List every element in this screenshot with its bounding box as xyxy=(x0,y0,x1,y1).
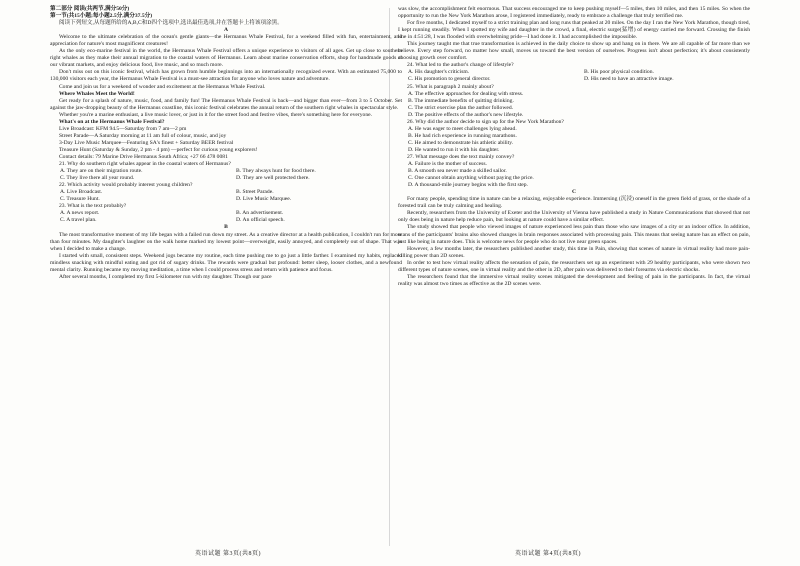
passage-a-paragraph: Whether you're a marine enthusiast, a live music lover, or just in it for the street food and festive vibes, there's something here for everyone. xyxy=(58,111,373,118)
passage-c-paragraph: However, a few months later, the researchers published another study, this time in Pain, showing that scenes of nature in virtual reality had more pain-killing power than 2D scenes. xyxy=(398,245,750,259)
option: B. Street Parade. xyxy=(236,189,274,196)
option: C. The strict exercise plan the author followed. xyxy=(408,104,514,111)
passage-b-paragraph: For five months, I dedicated myself to a strict training plan and long runs that peaked at 20 miles. On the day I ran the New York Marathon, though tired, I kept running steadily. When I spotted my wife and daughter in the crowd, a final, electric surge(猛增) of energy carried me forward. Crossing the finish line in 4:51:28, I was flooded with overwhelming pride—I had done it. I had accomplished the impossible. xyxy=(398,20,750,41)
passage-b-paragraph: After several months, I completed my first 5-kilometer run with my daughter. Though our pace xyxy=(58,273,272,280)
option: C. His promotion to general director. xyxy=(408,76,491,83)
option: B. They always hunt for food there. xyxy=(236,168,316,175)
option: B. He had rich experience in running marathons. xyxy=(408,132,517,139)
option: C. A travel plan. xyxy=(60,217,97,224)
question-22-options xyxy=(50,189,402,203)
option: C. One cannot obtain anything without paying the price. xyxy=(408,175,534,182)
passage-c-paragraph: The study showed that people who viewed images of nature experienced less pain than those who saw images of a city or an indoor office. In addition, scans of the participants' brains also showed changes in brain responses associated with processing pain. This means that seeing nature has an effect on pain, just like being in nature does. This is welcome news for people who do not live near green spaces. xyxy=(398,224,750,245)
option: B. An advertisement. xyxy=(236,210,284,217)
passage-c-paragraph: Recently, researchers from the University of Exeter and the University of Vienna have published a study in Nature Communications that showed that not only does being in nature help reduce pain, but looking at nature could have a similar effect. xyxy=(398,210,750,224)
question-24: 24. What led to the author's change of lifestyle? xyxy=(406,62,514,69)
passage-a-paragraph: Get ready for a splash of nature, music, food, and family fun! The Hermanus Whale Festival is back—and bigger than ever—from 3 to 5 October. Set against the jaw-dropping beauty of the Hermanus coastline, this iconic festival celebrates the annual return of the southern right whales in spectacular style. xyxy=(50,97,402,111)
passage-a-heading: Where Whales Meet the World! xyxy=(58,90,135,97)
option: A. His daughter's criticism. xyxy=(408,69,470,76)
question-25-options xyxy=(398,91,750,119)
passage-a-paragraph: Come and join us for a weekend of wonder and excitement at the Hermanus Whale Festival. xyxy=(58,83,266,90)
passage-a-paragraph: Don't miss out on this iconic festival, which has grown from humble beginnings into an internationally recognized event. With an estimated 75,000 to 130,000 visitors each year, the Hermanus Whale Festival is a must-see attraction for anyone who loves nature and adventure. xyxy=(50,69,402,83)
passage-a-heading: What's on at the Hermanus Whale Festival? xyxy=(58,118,165,125)
option: D. They are well protected there. xyxy=(236,175,310,182)
option: D. An official speech. xyxy=(236,217,285,224)
option: A. He was eager to meet challenges lying ahead. xyxy=(408,125,517,132)
event-list-item: Street Parade—A Saturday morning at 11 am full of colour, music, and joy xyxy=(58,132,227,139)
event-list-item: Treasure Hunt (Saturday & Sunday, 2 pm - 4 pm) —perfect for curious young explorers! xyxy=(58,146,258,153)
option: A. A news report. xyxy=(60,210,100,217)
event-list-item: Contact details: 79 Marine Drive Hermanus South Africa; +27 66 478 0081 xyxy=(58,153,228,160)
passage-c-paragraph: For many people, spending time in nature can be a relaxing, enjoyable experience. Immersing (沉浸) oneself in the green field of grass, or the shade of a forested trail can be truly calming and healing. xyxy=(398,196,750,210)
question-24-options xyxy=(398,69,750,83)
question-21-options xyxy=(50,168,402,182)
option: B. The immediate benefits of quitting drinking. xyxy=(408,97,514,104)
passage-b-paragraph: I started with small, consistent steps. Weekend jogs became my routine, each time pushing me to go just a little farther. I examined my habits, replaced mindless snacking with mindful eating and got rid of sugary drinks. The rewards were gradual but profound: better sleep, looser clothes, and a newfound mental clarity. Running became my moving meditation, a time when I could process stress and return with patience and focus. xyxy=(50,252,402,273)
section-title: 第二部分 阅读(共两节,满分50分) xyxy=(50,6,130,12)
passage-b-paragraph: This journey taught me that true transformation is achieved in the daily choice to show up and hang on in there. We are all capable of far more than we believe. Every step forward, no matter how small, moves us toward the best version of ourselves. Progress isn't about perfection; it's about consistently choosing growth over comfort. xyxy=(398,41,750,62)
passage-b-label: B xyxy=(224,224,228,231)
question-27-options xyxy=(398,161,750,189)
page-footer-right: 英语试题 第4页(共8页) xyxy=(515,551,581,557)
option: B. A smooth sea never made a skilled sailor. xyxy=(408,168,507,175)
question-23-options xyxy=(50,210,402,224)
option: D. Live Music Marquee. xyxy=(236,196,292,203)
passage-b-paragraph: was slow, the accomplishment felt enormous. That success encouraged me to keep pushing myself—5 miles, then 10 miles, and then 15 miles. So when the opportunity to run the New York Marathon arose, I registered immediately, ready to embrace a challenge that truly terrified me. xyxy=(398,6,750,20)
passage-a-paragraph: Welcome to the ultimate celebration of the ocean's gentle giants—the Hermanus Whale Festival, for a weekend filled with fun, entertainment, and appreciation for nature's most magnificent creatures! xyxy=(50,34,402,48)
passage-c-paragraph: In order to test how virtual reality affects the sensation of pain, the researchers set up an experiment with 29 healthy participants, who were shown two different types of nature scenes, one in virtual reality and the other in 2D, after pain was delivered to their forearms via electric shocks. xyxy=(398,259,750,273)
option: C. They live there all year round. xyxy=(60,175,135,182)
option: A. Live Broadcast. xyxy=(60,189,103,196)
question-23: 23. What is the text probably? xyxy=(58,203,127,210)
passage-b-paragraph: The most transformative moment of my life began with a failed run down my street. As a creative director at a health publication, I couldn't run for more than four minutes. My daughter's laughter on the walk home marked my lowest point—overweight, easily annoyed, and completely out of shape. That was when I decided to make a change. xyxy=(50,231,402,252)
page-footer-left: 英语试题 第3页(共8页) xyxy=(195,551,261,557)
question-26-options xyxy=(398,126,750,154)
option: A. The effective approaches for dealing with stress. xyxy=(408,90,524,97)
section-subtitle: 第一节(共15小题;每小题2.5分,满分37.5分) xyxy=(50,13,153,20)
question-27: 27. What message does the text mainly convey? xyxy=(406,153,515,160)
option: D. He wanted to run it with his daughter. xyxy=(408,146,500,153)
option: C. He aimed to demonstrate his athletic ability. xyxy=(408,139,514,146)
left-column xyxy=(50,6,402,281)
option: A. Failure is the mother of success. xyxy=(408,161,487,168)
event-list-item: 3-Day Live Music Marquee—Featuring SA's finest + Saturday BEER festival xyxy=(58,139,234,146)
passage-a-paragraph: As the only eco-marine festival in the world, the Hermanus Whale Festival offers a unique experience to visitors of all ages. Get up close to southern right whales as they make their annual migration to the coastal waters of Hermanus. Learn about marine conservation efforts, shop for handmade goods at our vibrant markets, and enjoy delicious food, live music, and so much more. xyxy=(50,48,402,69)
passage-c-paragraph: The researchers found that the immersive virtual reality scenes mitigated the development and feeling of pain in the participants. In fact, the virtual reality was almost two times as effective as the 2D scenes were. xyxy=(398,273,750,287)
option: B. His poor physical condition. xyxy=(584,69,654,76)
option: A. They are on their migration route. xyxy=(60,168,143,175)
option: D. His need to have an attractive image. xyxy=(584,76,674,83)
event-list-item: Live Broadcast: KFM 94.5—Saturday from 7 am—2 pm xyxy=(58,125,187,132)
question-21: 21. Why do southern right whales appear in the coastal waters of Hermanus? xyxy=(58,161,231,168)
option: D. A thousand-mile journey begins with the first step. xyxy=(408,182,528,189)
right-column xyxy=(398,6,750,288)
passage-c-label: C xyxy=(571,189,577,196)
option: D. The positive effects of the author's new lifestyle. xyxy=(408,111,524,118)
instructions: 阅读下列短文,从每题所给的A,B,C和D四个选项中,选出最佳选项,并在答题卡上将该项涂黑。 xyxy=(58,20,283,27)
question-22: 22. Which activity would probably interest young children? xyxy=(58,182,193,189)
question-25: 25. What is paragraph 2 mainly about? xyxy=(406,83,494,90)
question-26: 26. Why did the author decide to sign up for the New York Marathon? xyxy=(406,118,564,125)
passage-a-label: A xyxy=(223,27,229,34)
option: C. Treasure Hunt. xyxy=(60,196,100,203)
